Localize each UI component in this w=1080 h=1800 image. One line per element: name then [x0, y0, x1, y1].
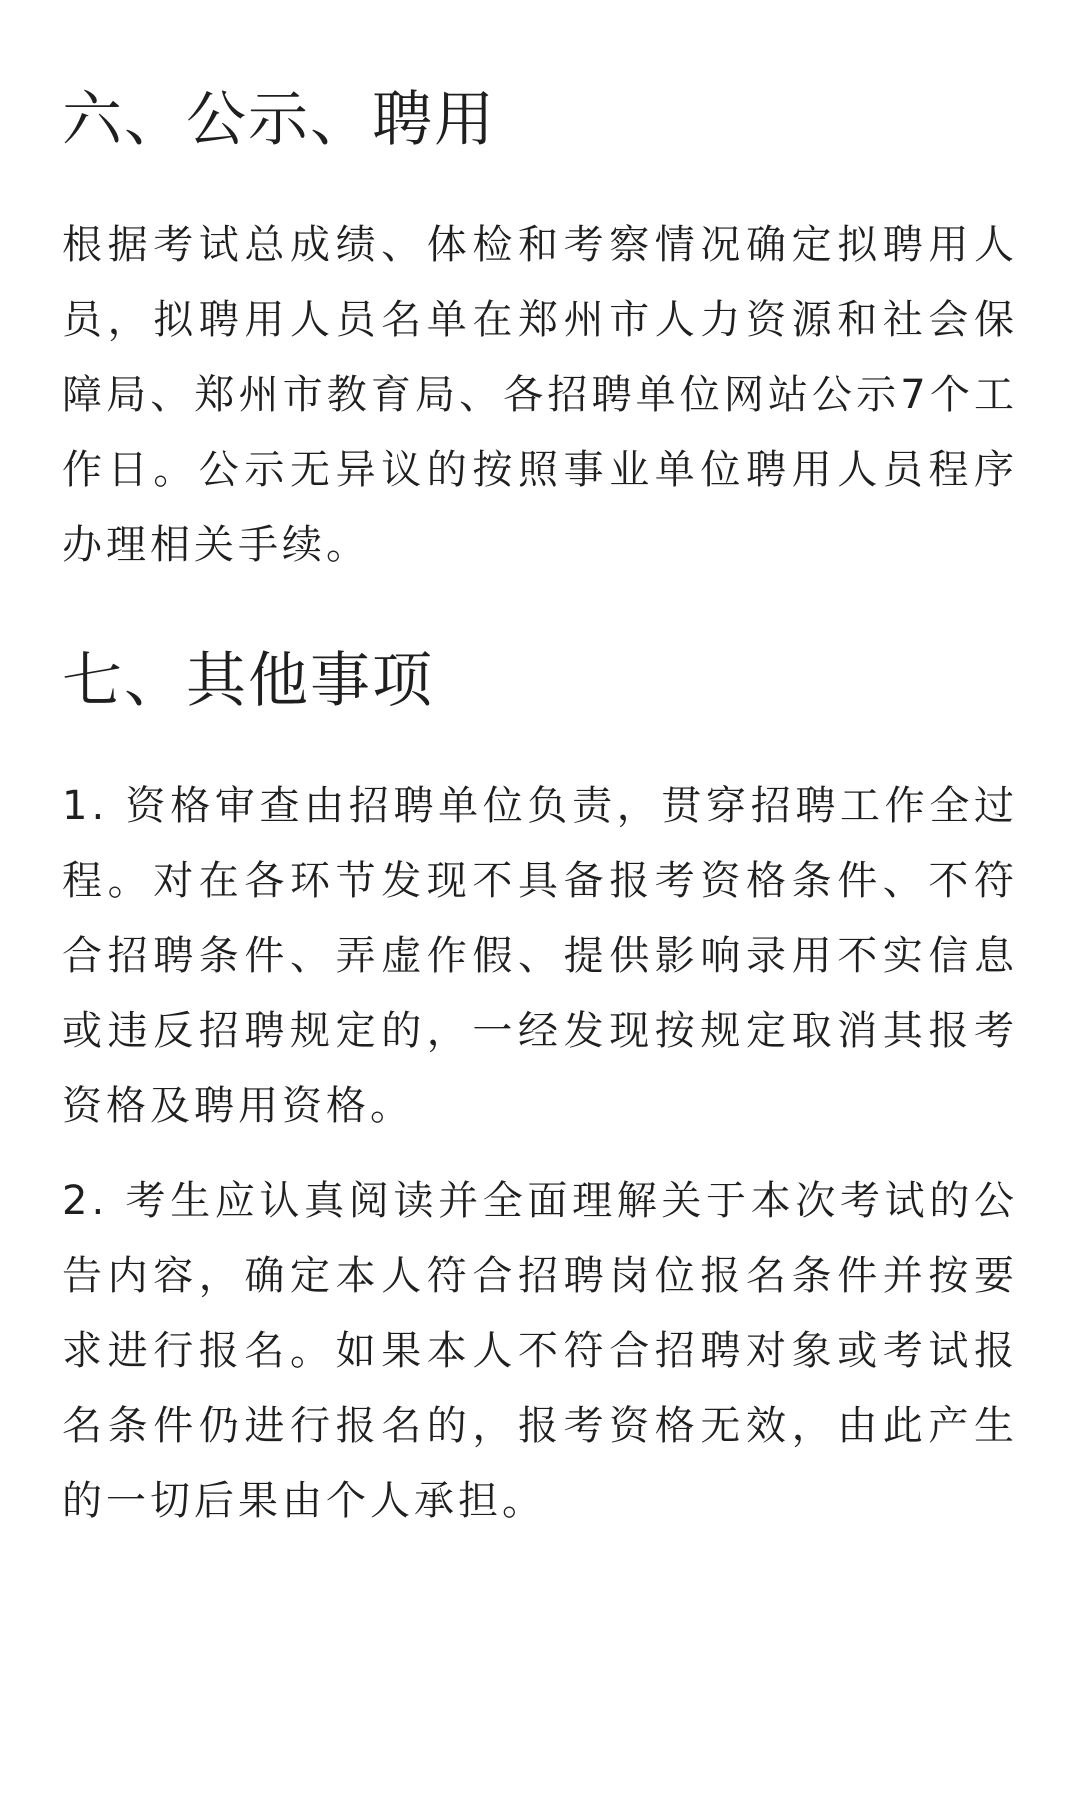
section-paragraph-candidate-responsibility: 2. 考生应认真阅读并全面理解关于本次考试的公告内容，确定本人符合招聘岗位报名条件并按要求进行报名。如果本人不符合招聘对象或考试报名条件仍进行报名的，报考资格无效，由此产生的一切后果由个人承担。 [62, 1178, 1018, 1524]
section-title-other-matters: 七、其他事项 [62, 646, 434, 716]
section-paragraph-qualification-review: 1. 资格审查由招聘单位负责，贯穿招聘工作全过程。对在各环节发现不具备报考资格条件、不符合招聘条件、弄虚作假、提供影响录用不实信息或违反招聘规定的，一经发现按规定取消其报考资格及聘用资格。 [62, 783, 1018, 1129]
section-title-publicity-employment: 六、公示、聘用 [62, 85, 496, 155]
section-paragraph-publicity: 根据考试总成绩、体检和考察情况确定拟聘用人员，拟聘用人员名单在郑州市人力资源和社会保障局、郑州市教育局、各招聘单位网站公示7个工作日。公示无异议的按照事业单位聘用人员程序办理相关手续。 [62, 222, 1018, 568]
